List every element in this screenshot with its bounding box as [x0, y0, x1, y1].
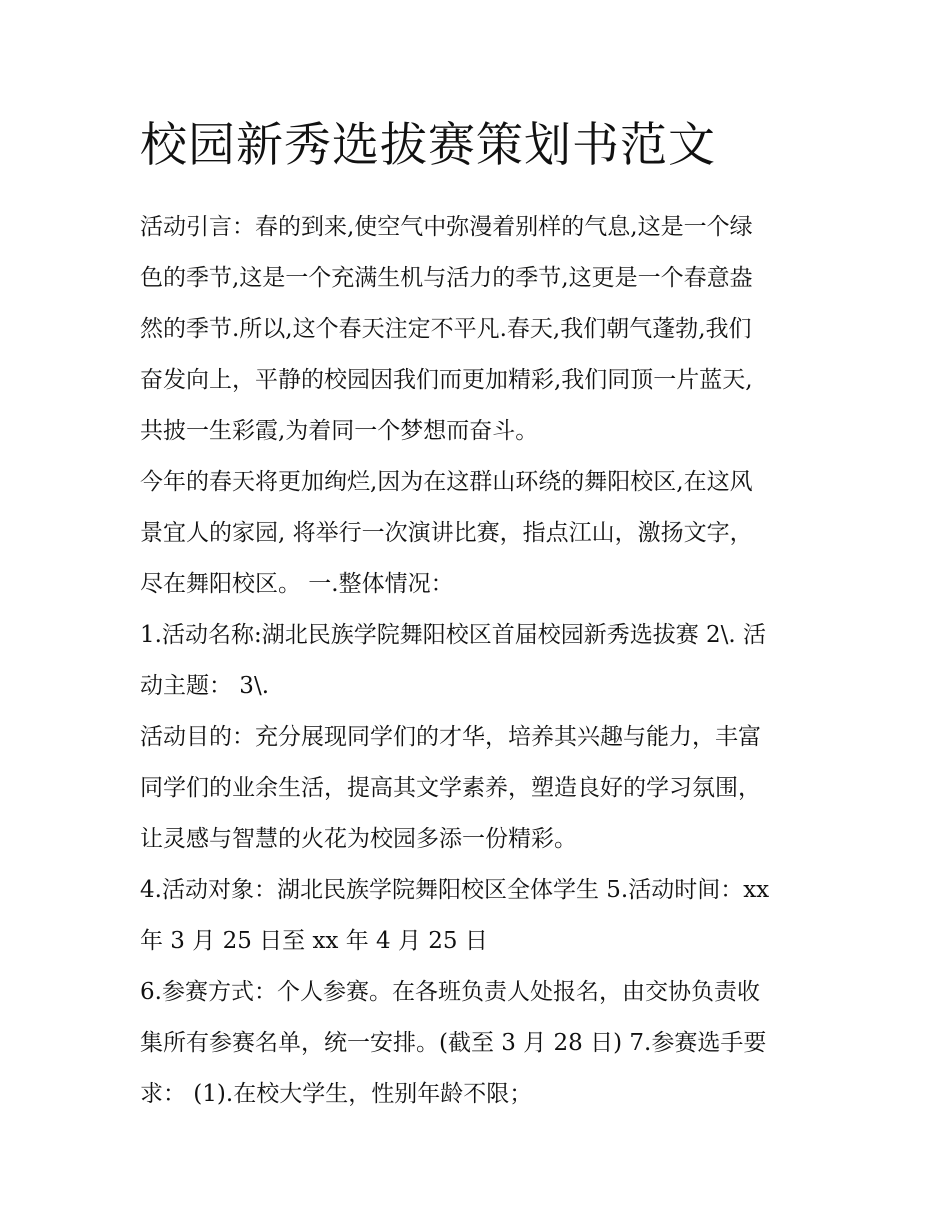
text-line: 今年的春天将更加绚烂,因为在这群山环绕的舞阳校区,在这风 — [140, 469, 753, 495]
paragraph-spring — [140, 457, 820, 610]
paragraph-activity-name — [140, 610, 820, 712]
text-line: 活动目的：充分展现同学们的才华，培养其兴趣与能力，丰富 — [140, 724, 761, 750]
text-line: 尽在舞阳校区。 一.整体情况： — [140, 571, 454, 597]
text-line: 6.参赛方式：个人参赛。在各班负责人处报名，由交协负责收 — [140, 979, 760, 1005]
text-line: 景宜人的家园, 将举行一次演讲比赛，指点江山，激扬文字， — [140, 520, 753, 546]
paragraph-intro — [140, 202, 820, 457]
text-line: 同学们的业余生活，提高其文学素养，塑造良好的学习氛围， — [140, 775, 761, 801]
text-line: 动主题： 3\. — [140, 673, 270, 699]
text-line: 1.活动名称:湖北民族学院舞阳校区首届校园新秀选拔赛 2\. 活 — [140, 622, 767, 648]
text-line: 色的季节,这是一个充满生机与活力的季节,这更是一个春意盎 — [140, 265, 753, 291]
text-line: 让灵感与智慧的火花为校园多添一份精彩。 — [140, 826, 577, 852]
paragraph-participation — [140, 967, 820, 1120]
text-line: 求： (1).在校大学生，性别年龄不限； — [140, 1081, 533, 1107]
document-title: 校园新秀选拔赛策划书范文 — [140, 118, 716, 173]
document-page — [140, 112, 820, 1120]
text-line: 年 3 月 25 日至 xx 年 4 月 25 日 — [140, 928, 488, 954]
text-line: 共披一生彩霞,为着同一个梦想而奋斗。 — [140, 418, 539, 444]
text-line: 集所有参赛名单，统一安排。(截至 3 月 28 日) 7.参赛选手要 — [140, 1030, 767, 1056]
text-line: 活动引言：春的到来,使空气中弥漫着别样的气息,这是一个绿 — [140, 214, 753, 240]
paragraph-activity-purpose — [140, 712, 820, 865]
text-line: 奋发向上，平静的校园因我们而更加精彩,我们同顶一片蓝天, — [140, 367, 753, 393]
paragraph-activity-target — [140, 865, 820, 967]
text-line: 4.活动对象：湖北民族学院舞阳校区全体学生 5.活动时间：xx — [140, 877, 770, 903]
text-line: 然的季节.所以,这个春天注定不平凡.春天,我们朝气蓬勃,我们 — [140, 316, 752, 342]
